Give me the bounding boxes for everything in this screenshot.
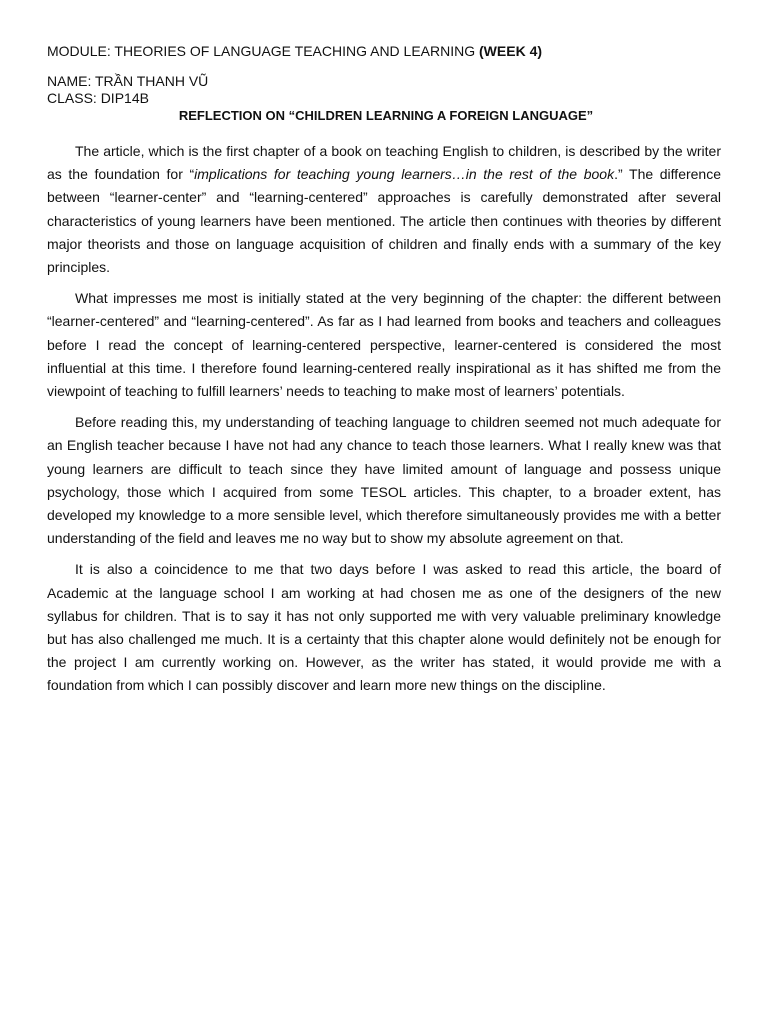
paragraph-1-text-a: The article, which is the first chapter of a book on teaching English to children, is described by the writer as the foundation for “: [47, 143, 721, 183]
student-class: CLASS: DIP14B: [47, 90, 149, 106]
module-week: (WEEK 4): [479, 43, 543, 59]
paragraph-1: [47, 140, 721, 279]
paragraph-1-quote: implications for teaching young learners…in the rest of the book: [194, 166, 615, 183]
paragraph-3: Before reading this, my understanding of teaching language to children seemed not much adequate for an English teacher because I have not had any chance to teach those learners. What I really knew was that young learners are difficult to teach since they have limited amount of language and possess unique psychology, those which I acquired from some TESOL articles. This chapter, to a broader extent, has developed my knowledge to a more sensible level, which therefore simultaneously provides me with a better understanding of the field and leaves me no way but to show my absolute agreement on that.: [47, 414, 721, 547]
paragraph-2: What impresses me most is initially stated at the very beginning of the chapter: the different between “learner-centered” and “learning-centered”. As far as I had learned from books and teachers and colleagues before I read the concept of learning-centered perspective, learner-centered is considered the most influential at this time. I therefore found learning-centered really inspirational as it has shifted me from the viewpoint of teaching to fulfill learners’ needs to teaching to make most of learners’ potentials.: [47, 290, 721, 400]
document-title: REFLECTION ON “CHILDREN LEARNING A FOREIGN LANGUAGE”: [178, 108, 594, 123]
module-line: [47, 42, 721, 60]
paragraph-4: It is also a coincidence to me that two days before I was asked to read this article, the board of Academic at the language school I am working at had chosen me as one of the designers of the new syllabus for children. That is to say it has not only supported me with very valuable preliminary knowledge but has also challenged me much. It is a certainty that this chapter alone would definitely not be enough for the project I am currently working on. However, as the writer has stated, it would provide me with a foundation from which I can possibly discover and learn more new things on the discipline.: [47, 561, 721, 694]
student-name: NAME: TRẦN THANH VŨ: [47, 73, 209, 89]
paragraph-1-text-b: .” The difference between “learner-center” and “learning-centered” approaches is carefully demonstrated after several characteristics of young learners have been mentioned. The article then continues with theories by different major theorists and those on language acquisition of children and finally ends with a summary of the key principles.: [47, 166, 721, 276]
module-text: MODULE: THEORIES OF LANGUAGE TEACHING AND LEARNING: [47, 43, 480, 59]
